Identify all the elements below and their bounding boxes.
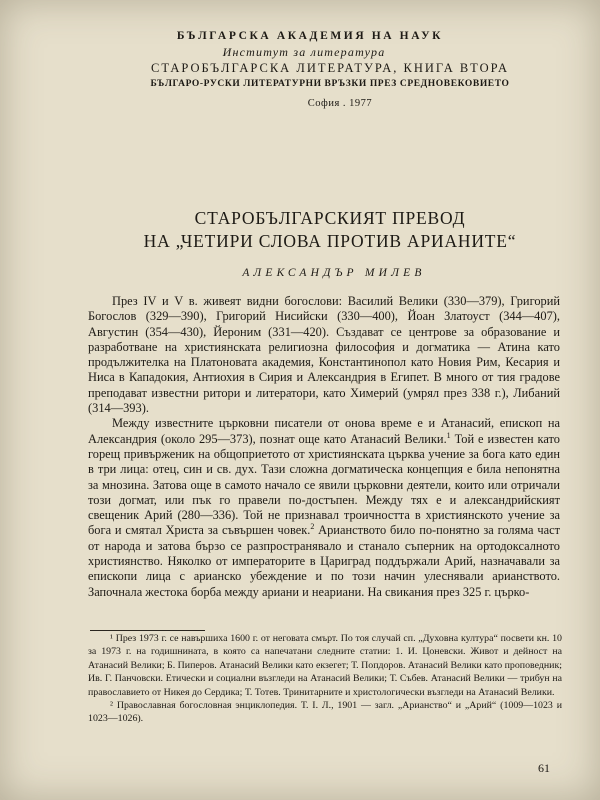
footnote-divider: [90, 630, 205, 631]
publication-place-year: София . 1977: [307, 98, 373, 109]
paragraph-2: [88, 416, 560, 600]
footnote-2: ² Православная богословная энциклопедия. Т. I. Л., 1901 — загл. „Арианство“ и „Арий“ (1009—1023 и 1023—1026).: [88, 700, 562, 725]
article-title-line-1: СТАРОБЪЛГАРСКИЯТ ПРЕВОД: [194, 208, 466, 228]
article-body: [88, 294, 560, 600]
article-title-line-2: НА „ЧЕТИРИ СЛОВА ПРОТИВ АРИАНИТЕ“: [143, 231, 517, 251]
paragraph-2-part-b: Той е известен като горещ привърженик на общоприетото от християнската църква учение за бога като един в три лица: отец, син и св. дух. Тази сложна догматическа концепция е била непонятна за мнозина. Затова още в самото начало се явили църковни деятели, които или отричали този догмат, или пък го правели по-достъпен. Между тях е и александрийският свещеник Арий (280—336). Той не признавал троичността в християнското учение за бога и смятал Христа за съвършен човек.: [88, 431, 560, 538]
paragraph-2-part-a: Между известните църковни писатели от онова време е и Атанасий, епископ на Александрия (около 295—373), познат още като Атанасий Велики.: [88, 416, 560, 446]
paragraph-2-part-c: Арианството било по-понятно за голяма част от народа и затова бързо се разпространявало и станало съперник на ортодоксалното християнство. Няколко от императорите в Цариград поддържали Арий, назначавали за епископи лица с арианско убеждение и по този начин улеснявали арианството. Започнала жестока борба между ариани и неариани. На свикания през 325 г. църко-: [88, 523, 560, 599]
footnotes: [88, 632, 562, 726]
volume-subtitle: БЪЛГАРО-РУСКИ ЛИТЕРАТУРНИ ВРЪЗКИ ПРЕЗ СРЕДНОВЕКОВИЕТО: [150, 79, 510, 89]
footnote-ref-2: 2: [310, 522, 315, 532]
footnote-ref-1: 1: [446, 430, 451, 440]
footnote-1: ¹ През 1973 г. се навършиха 1600 г. от неговата смърт. По тоя случай сп. „Духовна култура“ посвети кн. 10 за 1973 г. на годишнината, в която са напечатани следните статии: 1. И. Цоневски. Живот и дейност на Атанасий Велики; Б. Пиперов. Атанасий Велики като екзегет; Т. Попдоров. Атанасий Велики като проповедник; Ив. Г. Панчовски. Етически и социални възгледи на Атанасий Велики; Т. Събев. Атанасий Велики — трибун на православието от Никея до Сердика; Т. Тотев. Тринитарните и христологически възгледи на Атанасий Велики.: [88, 633, 562, 698]
article-author: АЛЕКСАНДЪР МИЛЕВ: [242, 267, 426, 279]
academy-header: БЪЛГАРСКА АКАДЕМИЯ НА НАУК: [176, 30, 444, 42]
series-title: СТАРОБЪЛГАРСКА ЛИТЕРАТУРА, КНИГА ВТОРА: [151, 61, 509, 75]
institute-header: Институт за литература: [222, 45, 386, 59]
page-number: 61: [538, 761, 550, 775]
paragraph-1: През IV и V в. живеят видни богослови: Василий Велики (330—379), Григорий Богослов (329—390), Григорий Нисийски (330—400), Йоан Златоуст (344—407), Августин (354—430), Йероним (331—420). Създават се центрове за образование и разработване на християнската религиозна философия и догматика — Атина като продължителка на Платоновата академия, Константинопол като Новия Рим, Кесария и Ниса в Кападокия, Антиохия в Сирия и Александрия в Египет. В много от тия градове преподават известни ритори и литератори, като Химерий (умрял през 338 г.), Либаний (314—393).: [88, 294, 560, 416]
